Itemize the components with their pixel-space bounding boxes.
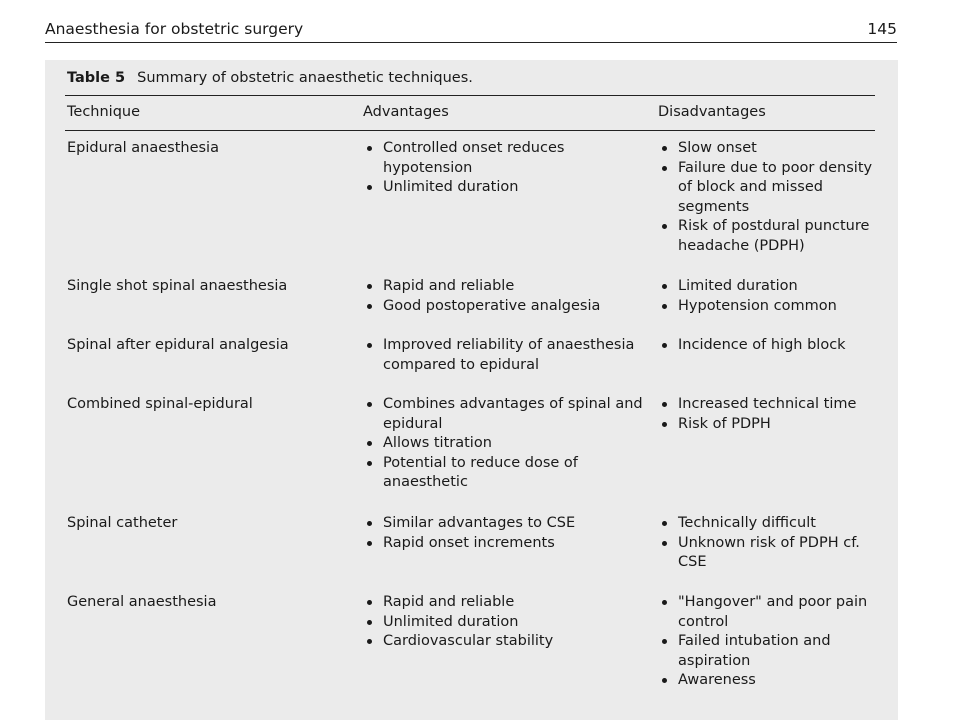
advantages-cell (363, 139, 643, 198)
technique-cell: Epidural anaesthesia (67, 140, 219, 156)
disadvantage-item: Risk of PDPH (658, 415, 883, 435)
disadvantages-cell (658, 395, 883, 434)
advantage-item: Cardiovascular stability (363, 632, 643, 652)
advantages-cell (363, 336, 643, 375)
table-caption-label: Table 5 (67, 70, 126, 86)
disadvantage-item: Increased technical time (658, 395, 883, 415)
advantage-item: Controlled onset reduces hypotension (363, 139, 643, 178)
disadvantages-cell (658, 139, 883, 256)
disadvantage-item: Technically difficult (658, 514, 883, 534)
advantage-item: Combines advantages of spinal and epidural (363, 395, 643, 434)
disadvantage-item: "Hangover" and poor pain control (658, 593, 883, 632)
advantages-cell (363, 277, 643, 316)
running-header (45, 18, 897, 43)
table-top-rule (65, 95, 875, 96)
technique-cell: Combined spinal-epidural (67, 396, 253, 412)
disadvantage-item: Awareness (658, 671, 883, 691)
column-header-technique: Technique (67, 104, 141, 120)
running-title: Anaesthesia for obstetric surgery (45, 20, 304, 38)
table-caption-text: Summary of obstetric anaesthetic techniques. (137, 70, 473, 86)
technique-cell: General anaesthesia (67, 594, 217, 610)
advantage-item: Rapid and reliable (363, 593, 643, 613)
advantage-item: Rapid onset increments (363, 534, 643, 554)
advantage-item: Good postoperative analgesia (363, 297, 643, 317)
column-header-advantages: Advantages (363, 104, 449, 120)
advantage-item: Improved reliability of anaesthesia compared to epidural (363, 336, 643, 375)
page-number: 145 (867, 20, 897, 38)
advantages-cell (363, 593, 643, 652)
advantage-item: Potential to reduce dose of anaesthetic (363, 454, 643, 493)
advantages-cell (363, 395, 643, 493)
disadvantages-cell (658, 593, 883, 691)
disadvantages-cell (658, 336, 883, 356)
advantage-item: Unlimited duration (363, 178, 643, 198)
summary-table (45, 60, 898, 720)
advantage-item: Rapid and reliable (363, 277, 643, 297)
disadvantages-cell (658, 277, 883, 316)
disadvantages-cell (658, 514, 883, 573)
technique-cell: Spinal after epidural analgesia (67, 337, 289, 353)
disadvantage-item: Failed intubation and aspiration (658, 632, 883, 671)
technique-cell: Spinal catheter (67, 515, 178, 531)
disadvantage-item: Unknown risk of PDPH cf. CSE (658, 534, 883, 573)
disadvantage-item: Incidence of high block (658, 336, 883, 356)
technique-cell: Single shot spinal anaesthesia (67, 278, 288, 294)
advantage-item: Unlimited duration (363, 613, 643, 633)
column-header-disadvantages: Disadvantages (658, 104, 766, 120)
disadvantage-item: Limited duration (658, 277, 883, 297)
advantages-cell (363, 514, 643, 553)
disadvantage-item: Hypotension common (658, 297, 883, 317)
disadvantage-item: Slow onset (658, 139, 883, 159)
disadvantage-item: Risk of postdural puncture headache (PDPH) (658, 217, 883, 256)
advantage-item: Allows titration (363, 434, 643, 454)
table-header-rule (65, 130, 875, 131)
table-caption (67, 70, 473, 86)
disadvantage-item: Failure due to poor density of block and missed segments (658, 159, 883, 218)
advantage-item: Similar advantages to CSE (363, 514, 643, 534)
